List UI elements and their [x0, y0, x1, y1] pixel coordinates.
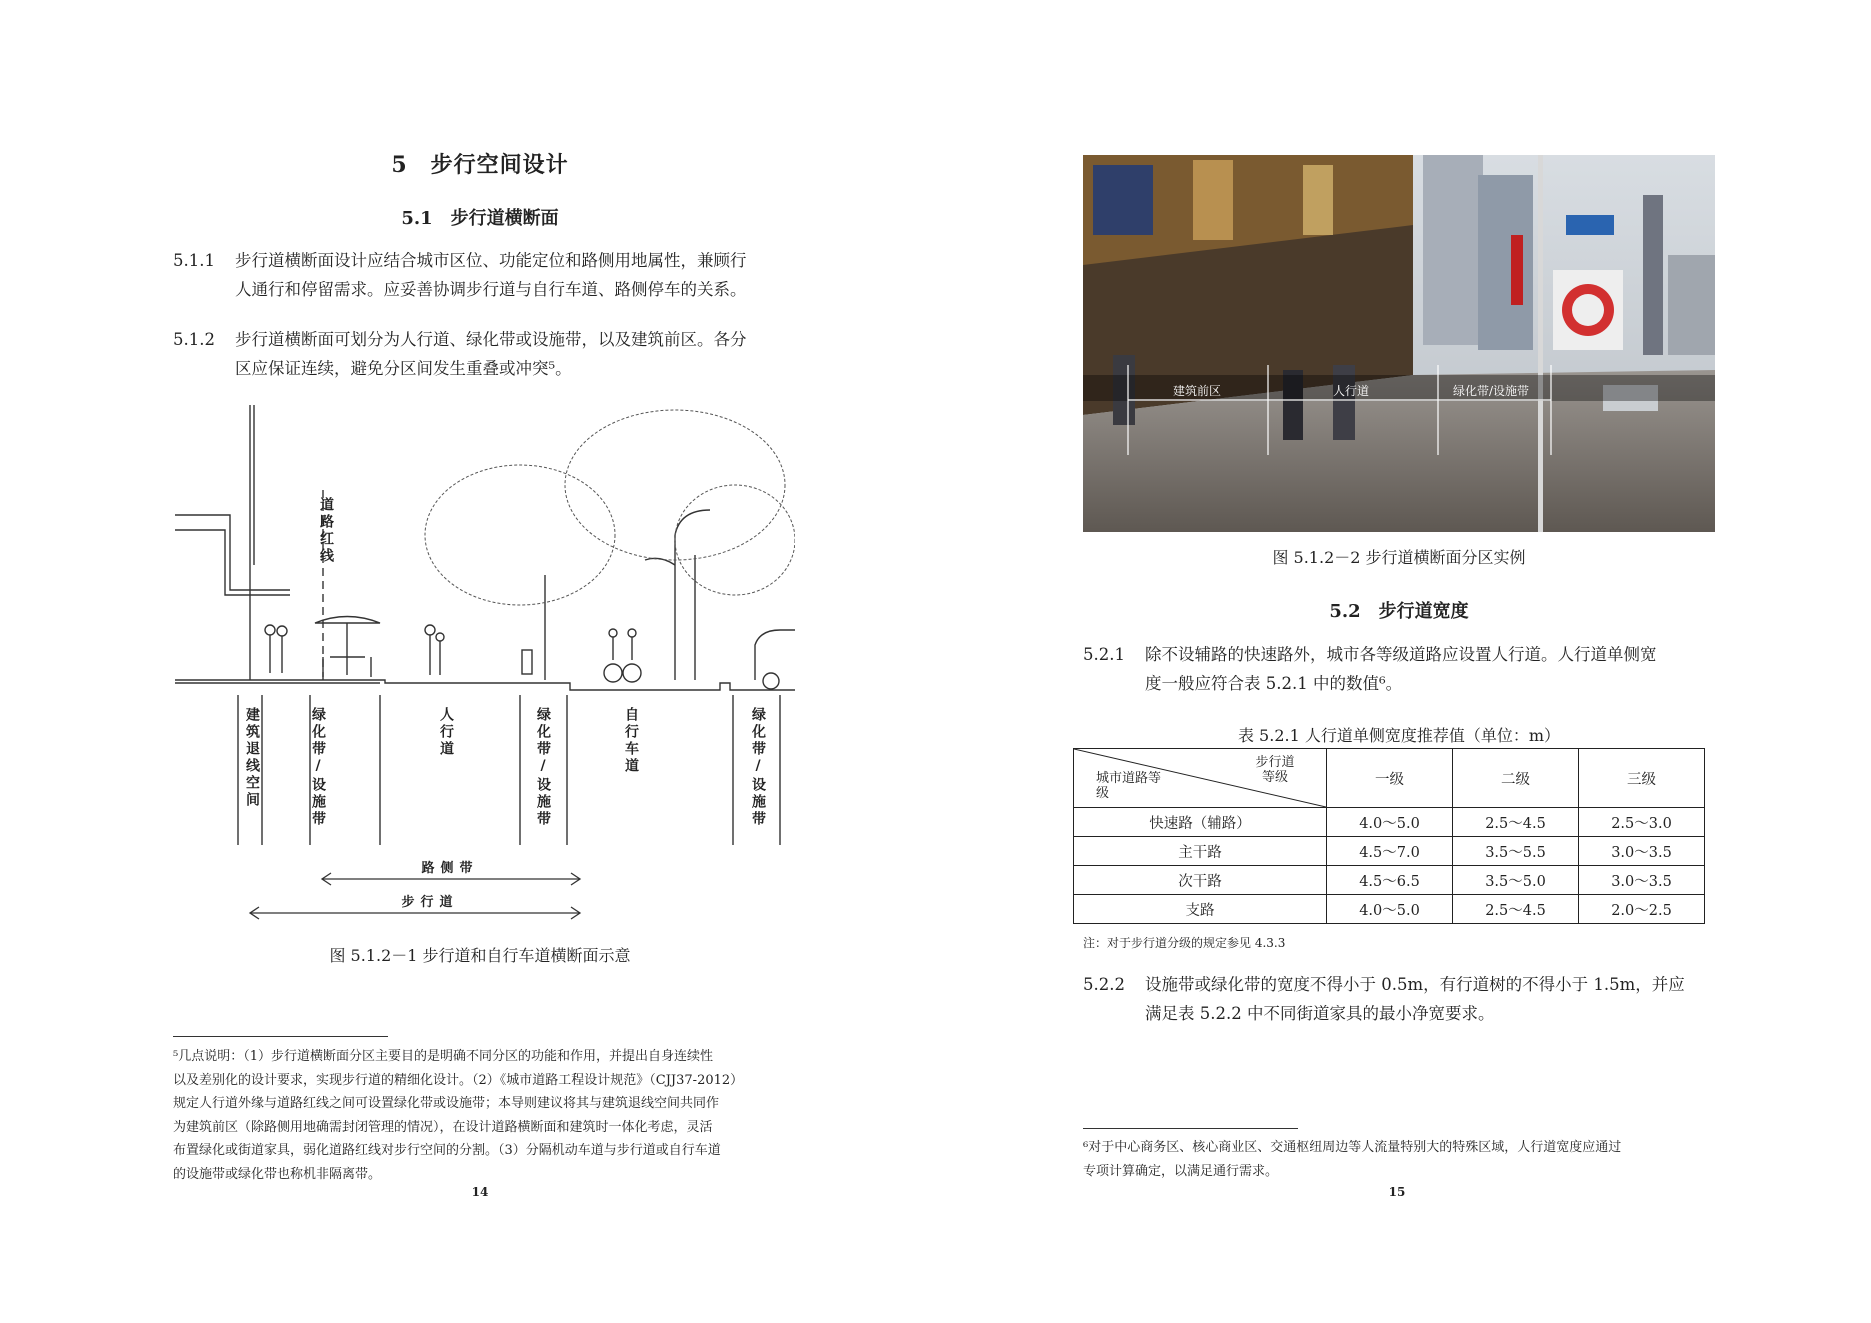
column-header: 三级: [1579, 749, 1705, 808]
clause-5-2-2: [1083, 970, 1723, 1030]
clause-text: 人通行和停留需求。应妥善协调步行道与自行车道、路侧停车的关系。: [235, 280, 747, 299]
footnote-line: 以及差别化的设计要求，实现步行道的精细化设计。（2）《城市道路工程设计规范》（CJJ37-2012）: [173, 1072, 744, 1088]
footnote-divider: [1083, 1128, 1298, 1129]
clause-number: 5.2.2: [1083, 975, 1125, 994]
clause-5-1-1: [173, 246, 813, 306]
clause-text: 区应保证连续，避免分区间发生重叠或冲突⁵。: [235, 359, 572, 378]
zone-label: 建筑退线空间: [244, 707, 260, 809]
table-title: 表 5.2.1 人行道单侧宽度推荐值（单位：m）: [1237, 726, 1561, 745]
column-header: 一级: [1327, 749, 1453, 808]
table-cell: 2.5～4.5: [1453, 808, 1579, 837]
figure-caption: 图 5.1.2－1 步行道和自行车道横断面示意: [329, 946, 631, 965]
road-red-line-label: 道路红线: [318, 497, 334, 565]
table-cell: 2.0～2.5: [1579, 895, 1705, 924]
zone-label: 人行道: [438, 707, 454, 758]
clause-number: 5.1.2: [173, 330, 215, 349]
footnote-line: 规定人行道外缘与道路红线之间可设置绿化带或设施带；本导则建议将其与建筑退线空间共同作: [173, 1096, 720, 1111]
clause-5-1-2: [173, 325, 813, 385]
table-row: [1074, 866, 1705, 895]
page-number: 14: [471, 1185, 489, 1199]
footnote-divider: [173, 1036, 388, 1037]
table-cell: 4.0～5.0: [1327, 808, 1453, 837]
section-title: 5.2 步行道宽度: [1329, 601, 1469, 622]
table-cell: 2.5～4.5: [1453, 895, 1579, 924]
row-label: 次干路: [1074, 866, 1327, 895]
footnote-line: 布置绿化或街道家具，弱化道路红线对步行空间的分割。（3）分隔机动车道与步行道或自行车道: [173, 1143, 721, 1158]
clause-text: 步行道横断面设计应结合城市区位、功能定位和路侧用地属性，兼顾行: [235, 251, 747, 270]
row-label: 主干路: [1074, 837, 1327, 866]
zone-label: 绿化带/设施带: [535, 707, 551, 828]
roadside-belt-label: 路侧带: [421, 861, 479, 876]
table-corner-cell: [1074, 749, 1327, 808]
table-note: 注：对于步行道分级的规定参见 4.3.3: [1083, 936, 1286, 950]
photo-label-front-zone: 建筑前区: [1173, 384, 1222, 398]
footnote: [173, 1045, 813, 1186]
table-cell: 2.5～3.0: [1579, 808, 1705, 837]
table-cell: 4.5～7.0: [1327, 837, 1453, 866]
clause-text: 步行道横断面可划分为人行道、绿化带或设施带，以及建筑前区。各分: [235, 330, 747, 349]
zone-label: 绿化带/设施带: [310, 707, 326, 828]
corner-top-label: 步行道等级: [1255, 755, 1295, 785]
clause-text: 除不设辅路的快速路外，城市各等级道路应设置人行道。人行道单侧宽: [1145, 645, 1657, 664]
corner-bottom-label: 城市道路等级: [1096, 771, 1162, 801]
footnote-line: 专项计算确定，以满足通行需求。: [1083, 1163, 1279, 1179]
page-number: 15: [1388, 1185, 1406, 1199]
table-cell: 3.0～3.5: [1579, 866, 1705, 895]
street-photo-illustration: [1083, 155, 1715, 532]
clause-text: 满足表 5.2.2 中不同街道家具的最小净宽要求。: [1145, 1004, 1495, 1023]
street-photo: [1083, 155, 1715, 532]
table-row: [1074, 895, 1705, 924]
clause-text: 设施带或绿化带的宽度不得小于 0.5m，有行道树的不得小于 1.5m，并应: [1145, 975, 1685, 994]
table-cell: 3.0～3.5: [1579, 837, 1705, 866]
chapter-title: 5 步行空间设计: [391, 152, 569, 178]
footnote-line: 的设施带或绿化带也称机非隔离带。: [173, 1166, 382, 1182]
zone-label: 绿化带/设施带: [750, 707, 766, 828]
clause-5-2-1: [1083, 640, 1723, 700]
row-label: 支路: [1074, 895, 1327, 924]
clause-number: 5.1.1: [173, 251, 215, 270]
photo-label-sidewalk: 人行道: [1333, 384, 1370, 398]
footnote-line: ⁵几点说明：（1）步行道横断面分区主要目的是明确不同分区的功能和作用，并提出自身连续性: [173, 1049, 713, 1064]
table-row: [1074, 808, 1705, 837]
table-cell: 4.5～6.5: [1327, 866, 1453, 895]
table-cell: 3.5～5.5: [1453, 837, 1579, 866]
cross-section-figure: [175, 405, 795, 925]
clause-number: 5.2.1: [1083, 645, 1125, 664]
photo-caption: 图 5.1.2－2 步行道横断面分区实例: [1272, 548, 1526, 567]
footnote-line: 为建筑前区（除路侧用地确需封闭管理的情况），在设计道路横断面和建筑时一体化考虑，灵活: [173, 1119, 713, 1135]
row-label: 快速路（辅路）: [1074, 808, 1327, 837]
footnote: [1083, 1136, 1723, 1183]
width-table-grid: [1073, 748, 1705, 924]
zone-label: 自行车道: [623, 707, 639, 775]
walkway-label: 步行道: [401, 895, 459, 910]
clause-text: 度一般应符合表 5.2.1 中的数值⁶。: [1145, 674, 1403, 693]
table-cell: 4.0～5.0: [1327, 895, 1453, 924]
right-page: [935, 0, 1871, 1323]
column-header: 二级: [1453, 749, 1579, 808]
photo-label-green-zone: 绿化带/设施带: [1453, 384, 1530, 398]
left-page: [0, 0, 935, 1323]
section-title: 5.1 步行道横断面: [401, 208, 559, 229]
table-row: [1074, 837, 1705, 866]
table-cell: 3.5～5.0: [1453, 866, 1579, 895]
width-table: [1073, 748, 1705, 924]
footnote-line: ⁶对于中心商务区、核心商业区、交通枢纽周边等人流量特别大的特殊区域，人行道宽度应通过: [1083, 1140, 1622, 1155]
cross-section-drawing: [175, 405, 795, 925]
